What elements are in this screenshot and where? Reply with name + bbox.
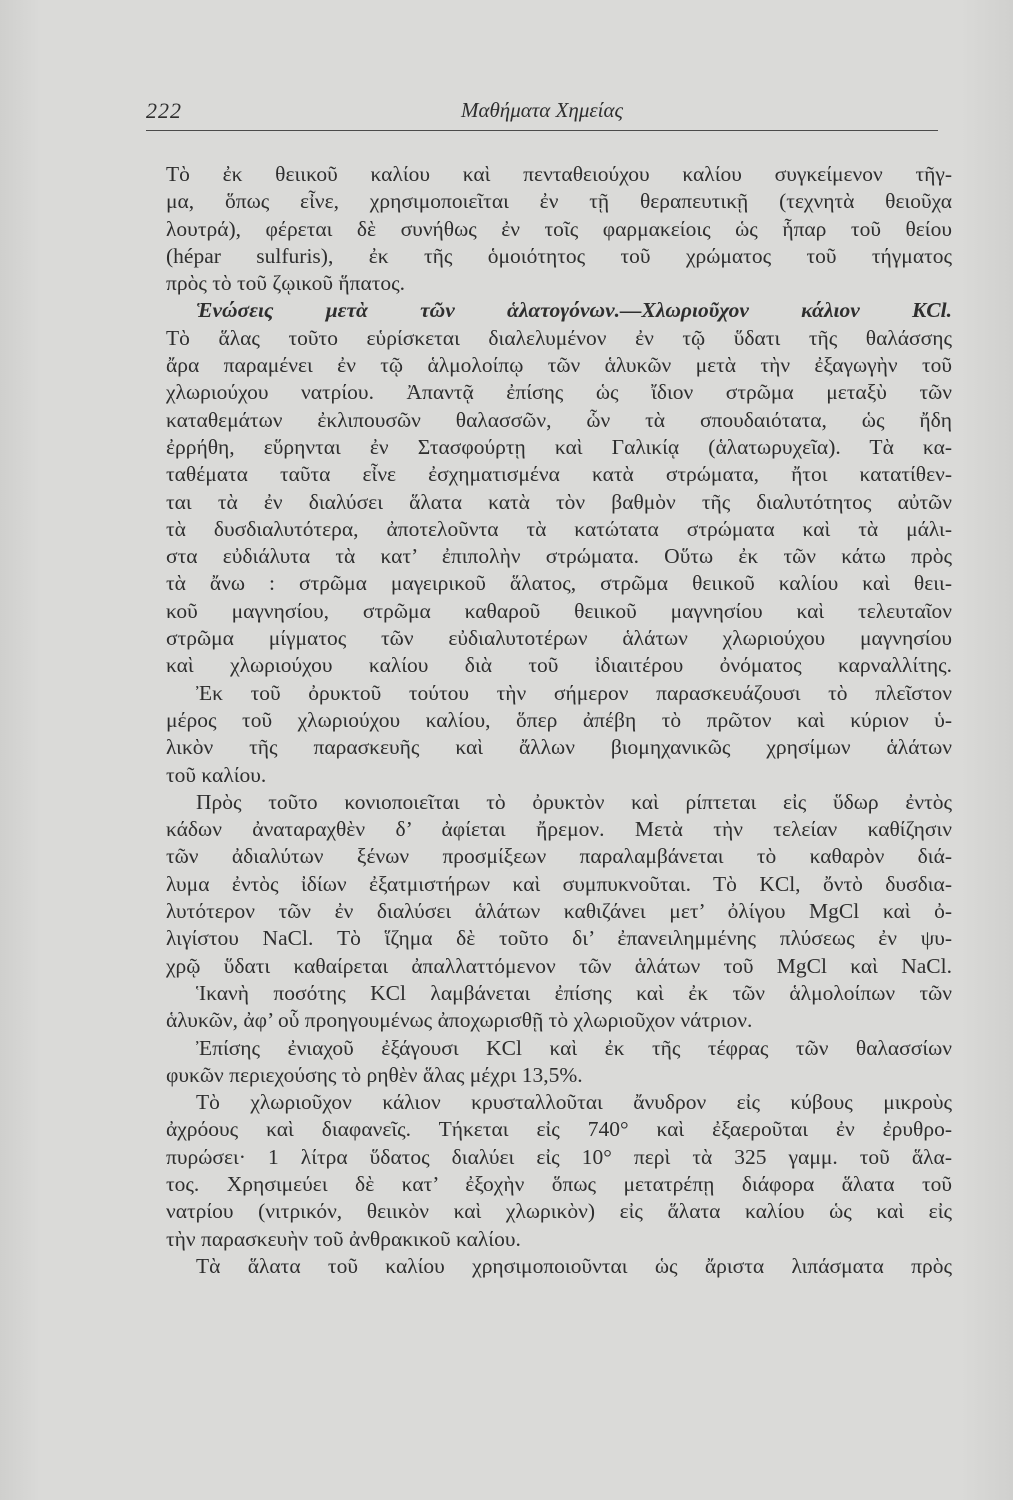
text-line: ἁλυκῶν, ἀφ’ οὗ προηγουμένως ἀποχωρισθῇ τὸ χλωριοῦχον νάτριον. [166, 1008, 753, 1033]
text-line: λιγίστου NaCl. Τὸ ἵζημα δὲ τοῦτο δι’ ἐπανειλημμένης πλύσεως ἐν ψυ- [166, 926, 952, 951]
text-line: ταθέματα ταῦτα εἶνε ἐσχηματισμένα κατὰ στρώματα, ἤτοι κατατίθεν- [166, 462, 952, 487]
text-line: λουτρά), φέρεται δὲ συνήθως ἐν τοῖς φαρμακείοις ὡς ἧπαρ τοῦ θείου [166, 216, 952, 241]
text-line: πρὸς τὸ τοῦ ζῳικοῦ ἥπατος. [166, 271, 406, 296]
text-line: Ἐπίσης ἐνιαχοῦ ἐξάγουσι KCl καὶ ἐκ τῆς τέφρας τῶν θαλασσίων [196, 1035, 952, 1060]
text-line: τὴν παρασκευὴν τοῦ ἀνθρακικοῦ καλίου. [166, 1226, 521, 1251]
text-line: κοῦ μαγνησίου, στρῶμα καθαροῦ θειικοῦ μαγνησίου καὶ τελευταῖον [166, 598, 952, 623]
text-line: Πρὸς τοῦτο κονιοποιεῖται τὸ ὀρυκτὸν καὶ ρίπτεται εἰς ὕδωρ ἐντὸς [196, 789, 952, 814]
text-line: ἀχρόους καὶ διαφανεῖς. Τήκεται εἰς 740° καὶ ἐξαεροῦται ἐν ἐρυθρο- [166, 1117, 952, 1142]
text-line: νατρίου (νιτρικόν, θειικὸν καὶ χλωρικὸν) εἰς ἅλατα καλίου ὡς καὶ εἰς [166, 1199, 952, 1224]
section-heading: Ἑνώσεις μετὰ τῶν ἁλατογόνων.—Χλωριοῦχον κάλιον KCl. [196, 298, 952, 323]
text-line: (hépar sulfuris), ἐκ τῆς ὁμοιότητος τοῦ χρώματος τοῦ τήγματος [166, 243, 952, 268]
page-header [146, 96, 938, 131]
text-line: ἐρρήθη, εὕρηνται ἐν Στασφούρτῃ καὶ Γαλικίᾳ (ἁλατωρυχεῖα). Τὰ κα- [166, 434, 952, 459]
text-line: ἄρα παραμένει ἐν τῷ ἁλμολοίπῳ τῶν ἁλυκῶν μετὰ τὴν ἐξαγωγὴν τοῦ [166, 353, 952, 378]
page-number: 222 [146, 98, 182, 123]
running-title: Μαθήματα Χημείας [460, 98, 624, 122]
text-line: κάδων ἀναταραχθὲν δ’ ἀφίεται ἤρεμον. Μετὰ τὴν τελείαν καθίζησιν [166, 817, 952, 842]
text-line: τὰ δυσδιαλυτότερα, ἀποτελοῦντα τὰ κατώτατα στρώματα καὶ τὰ μάλι- [166, 516, 952, 541]
text-line: μα, ὅπως εἶνε, χρησιμοποιεῖται ἐν τῇ θεραπευτικῇ (τεχνητὰ θειοῦχα [166, 189, 952, 214]
text-line: καὶ χλωριούχου καλίου διὰ τοῦ ἰδιαιτέρου ὀνόματος καρναλλίτης. [166, 653, 952, 678]
text-line: τῶν ἀδιαλύτων ξένων προσμίξεων παραλαμβάνεται τὸ καθαρὸν διά- [166, 844, 952, 869]
text-line: λυμα ἐντὸς ἰδίων ἐξατμιστήρων καὶ συμπυκνοῦται. Τὸ KCl, ὄντὸ δυσδια- [166, 871, 952, 896]
text-line: ται τὰ ἐν διαλύσει ἅλατα κατὰ τὸν βαθμὸν τῆς διαλυτότητος αὐτῶν [166, 489, 952, 514]
text-line: Τὸ ἐκ θειικοῦ καλίου καὶ πενταθειούχου καλίου συγκείμενον τῆγ- [166, 162, 952, 186]
text-line: λυτότερον τῶν ἐν διαλύσει ἁλάτων καθιζάνει μετ’ ὀλίγου MgCl καὶ ὀ- [166, 899, 952, 924]
text-line: Ἐκ τοῦ ὀρυκτοῦ τούτου τὴν σήμερον παρασκευάζουσι τὸ πλεῖστον [196, 680, 952, 705]
text-line: τος. Χρησιμεύει δὲ κατ’ ἐξοχὴν ὅπως μετατρέπῃ διάφορα ἅλατα τοῦ [166, 1171, 952, 1196]
text-line: χρῷ ὕδατι καθαίρεται ἀπαλλαττόμενον τῶν ἁλάτων τοῦ MgCl καὶ NaCl. [166, 953, 952, 978]
text-line: Τὰ ἅλατα τοῦ καλίου χρησιμοποιοῦνται ὡς ἄριστα λιπάσματα πρὸς [196, 1253, 952, 1278]
text-line: μέρος τοῦ χλωριούχου καλίου, ὅπερ ἀπέβη τὸ πρῶτον καὶ κύριον ὑ- [166, 707, 952, 732]
text-line: λικὸν τῆς παρασκευῆς καὶ ἄλλων βιομηχανικῶς χρησίμων ἁλάτων [166, 735, 952, 760]
body-text [166, 161, 952, 1280]
text-line: Τὸ ἅλας τοῦτο εὑρίσκεται διαλελυμένον ἐν τῷ ὕδατι τῆς θαλάσσης [166, 325, 952, 350]
text-line: στρῶμα μίγματος τῶν εὐδιαλυτοτέρων ἁλάτων χλωριούχου μαγνησίου [166, 626, 952, 651]
text-line: Ἱκανὴ ποσότης KCl λαμβάνεται ἐπίσης καὶ ἐκ τῶν ἁλμολοίπων τῶν [196, 980, 952, 1005]
text-line: τοῦ καλίου. [166, 762, 267, 787]
text-line: πυρώσει· 1 λίτρα ὕδατος διαλύει εἰς 10° περὶ τὰ 325 γαμμ. τοῦ ἅλα- [166, 1144, 952, 1169]
text-line: στα εὐδιάλυτα τὰ κατ’ ἐπιπολὴν στρώματα. Οὕτω ἐκ τῶν κάτω πρὸς [166, 544, 952, 569]
text-line: τὰ ἄνω : στρῶμα μαγειρικοῦ ἅλατος, στρῶμα θειικοῦ καλίου καὶ θειι- [166, 571, 952, 596]
text-line: καταθεμάτων ἐκλιπουσῶν θαλασσῶν, ὧν τὰ σπουδαιότατα, ὡς ἤδη [166, 407, 952, 432]
text-line: Τὸ χλωριοῦχον κάλιον κρυσταλλοῦται ἄνυδρον εἰς κύβους μικροὺς [196, 1090, 952, 1115]
text-line: φυκῶν περιεχούσης τὸ ρηθὲν ἅλας μέχρι 13,5%. [166, 1062, 583, 1087]
text-line: χλωριούχου νατρίου. Ἀπαντᾷ ἐπίσης ὡς ἴδιον στρῶμα μεταξὺ τῶν [166, 380, 952, 405]
